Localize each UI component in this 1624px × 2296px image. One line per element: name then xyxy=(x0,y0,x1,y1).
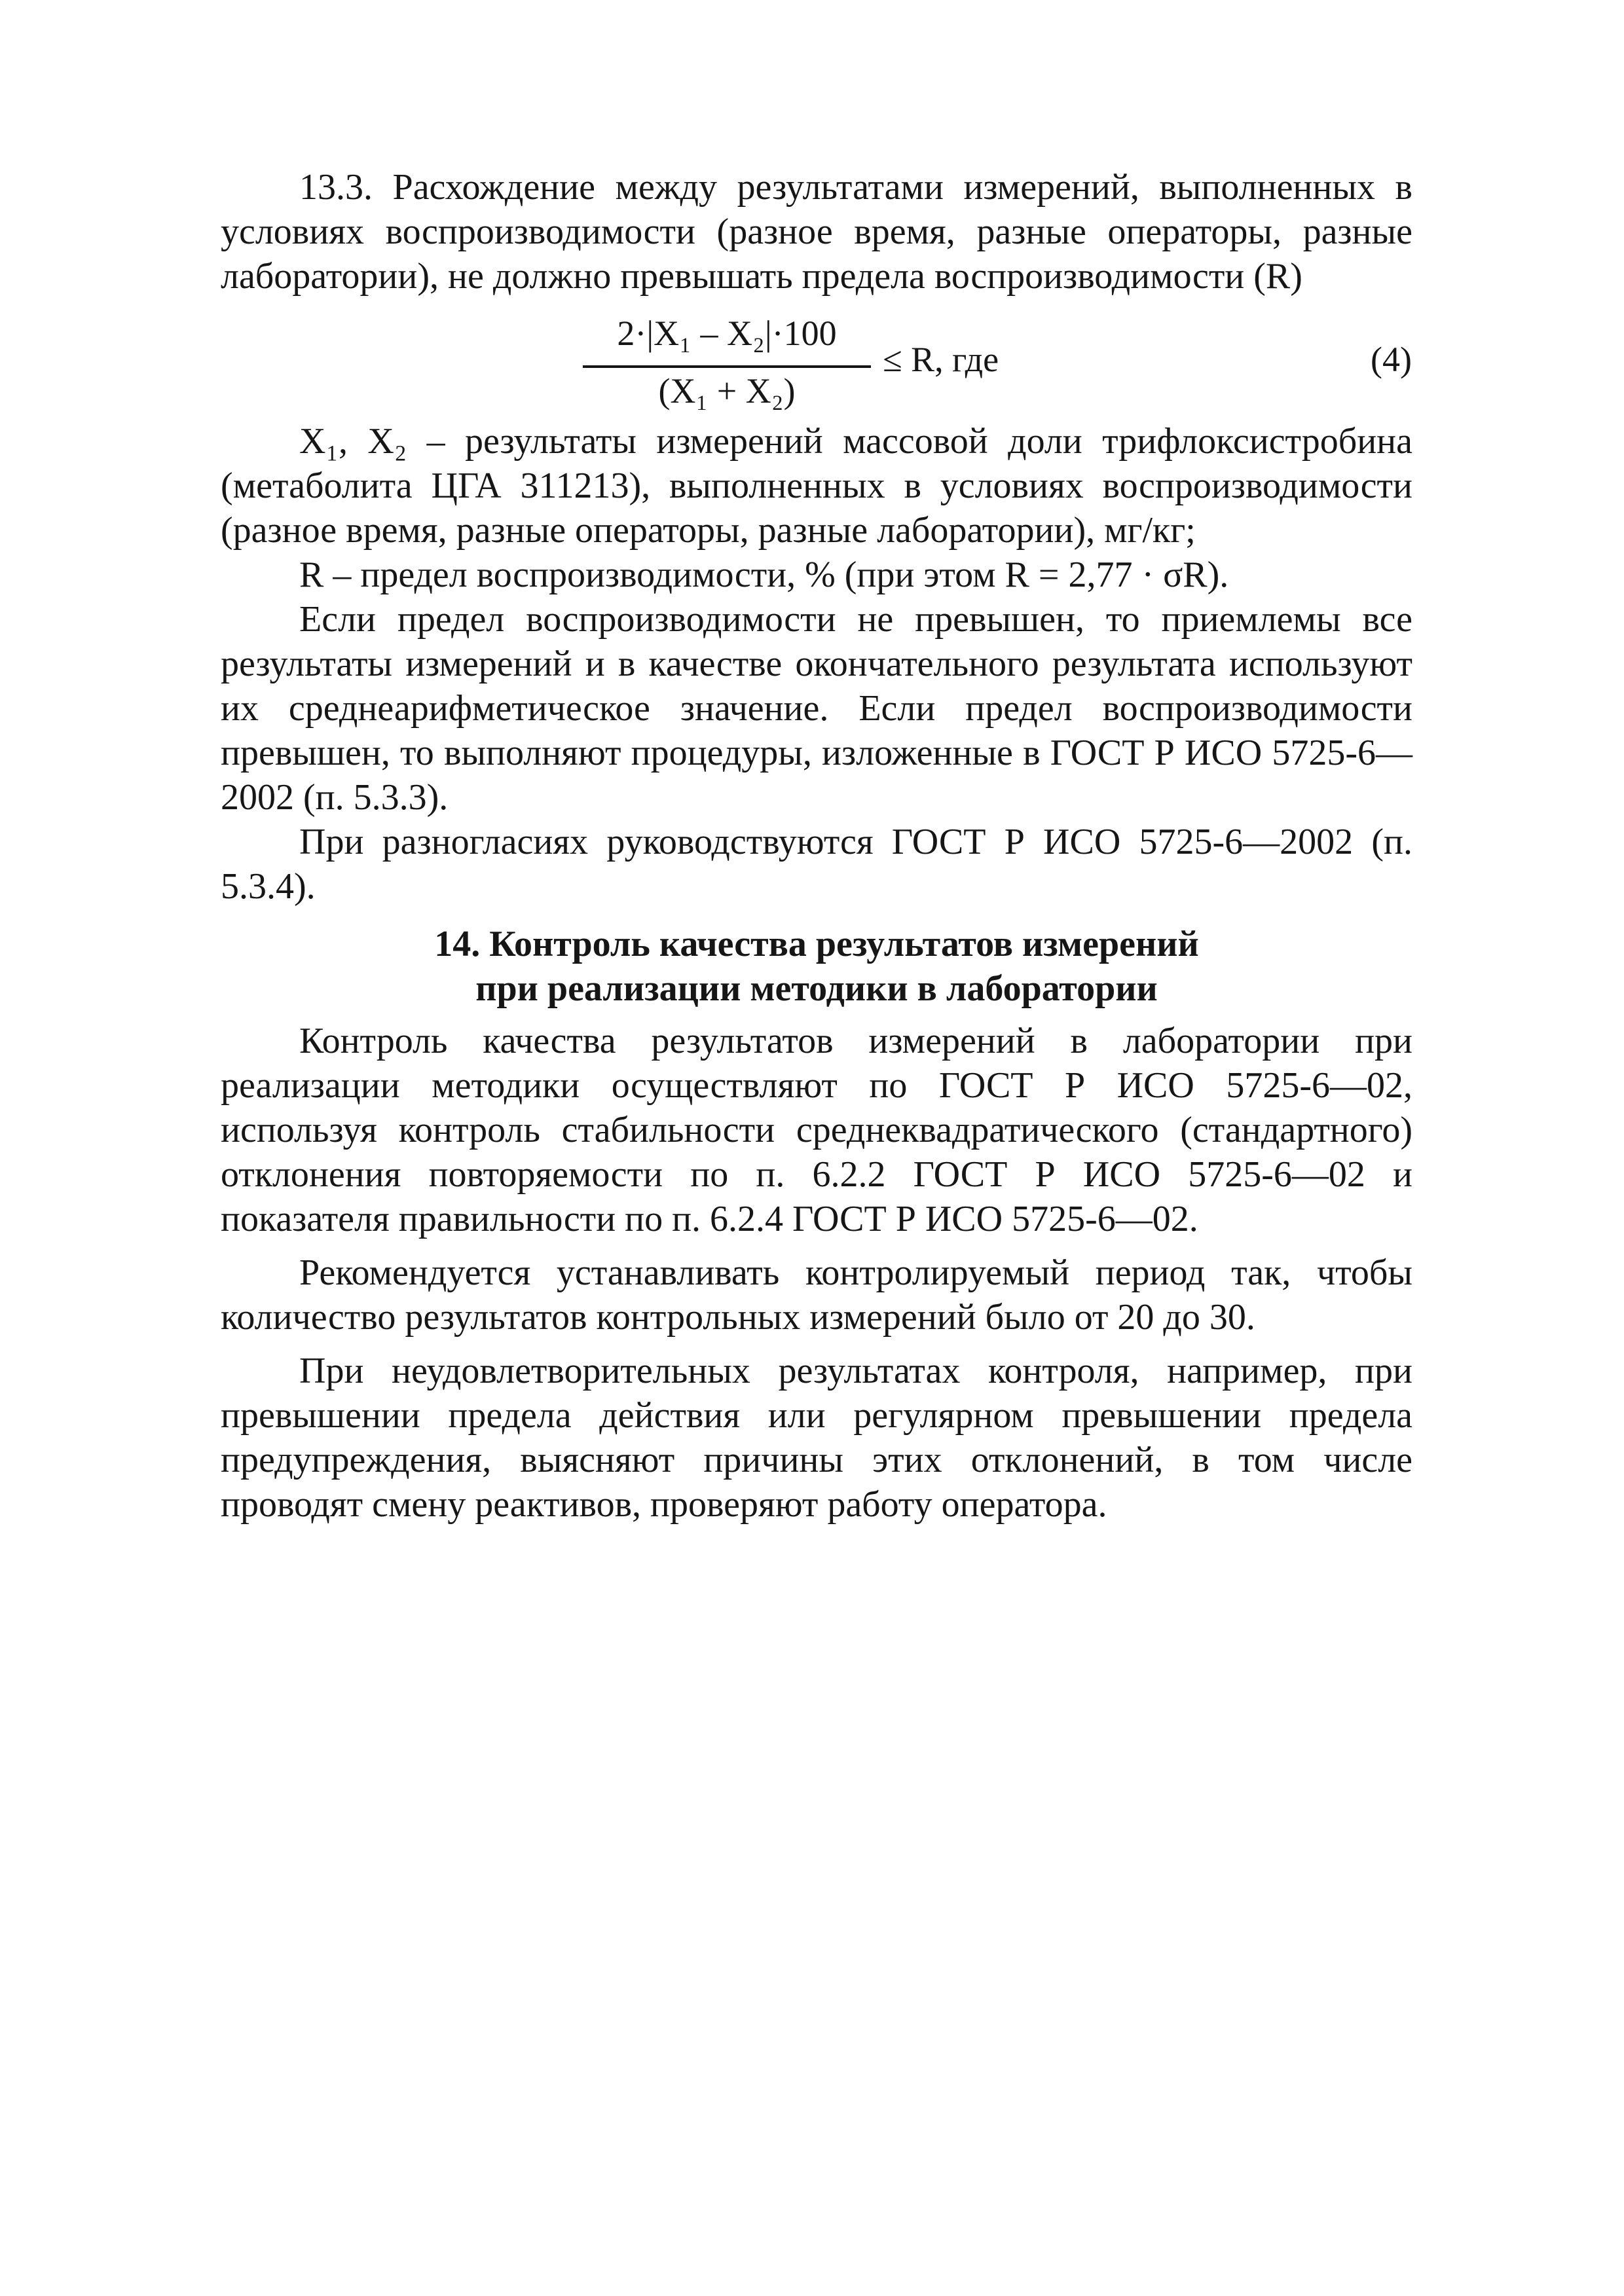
formula-numerator: 2·|X₁ – X₂|·100 xyxy=(617,314,837,353)
formula-relation: ≤ R xyxy=(883,340,935,379)
paragraph-quality-control: Контроль качества результатов измерений в лаборатории при реализации методики осуществляют по ГОСТ Р ИСО 5725-6—02, используя контроль стабильности среднеквадратического (стандартного) отклонения повторяемости по п. 6.2.2 ГОСТ Р ИСО 5725-6—02 и показателя правильности по п. 6.2.4 ГОСТ Р ИСО 5725-6—02. xyxy=(221,1021,1412,1239)
section13-intro xyxy=(221,165,1412,299)
section13-body xyxy=(221,419,1412,909)
paragraph-reproducibility: 13.3. Расхождение между результатами измерений, выполненных в условиях воспроизводимости (разное время, разные операторы, разные лаборатории), не должно превышать предела воспроизводимости (R) xyxy=(221,167,1412,297)
section14-body xyxy=(221,1019,1412,1527)
formula-relation-group xyxy=(883,339,999,380)
formula-denominator: (X₁ + X₂) xyxy=(658,371,796,410)
formula-suffix: , где xyxy=(934,340,999,379)
fraction-bar xyxy=(583,365,871,368)
paragraph-acceptance: Если предел воспроизводимости не превышен, то приемлемы все результаты измерений и в качестве окончательного результата используют их среднеарифметическое значение. Если предел воспроизводимости превышен, то выполняют процедуры, изложенные в ГОСТ Р ИСО 5725-6—2002 (п. 5.3.3). xyxy=(221,599,1412,818)
definition-x1-x2: X₁, X₂ – результаты измерений массовой доли трифлоксистробина (метаболита ЦГА 311213), выполненных в условиях воспроизводимости (разное время, разные операторы, разные лаборатории), мг/кг; xyxy=(221,421,1412,551)
definition-r: R – предел воспроизводимости, % (при этом R = 2,77 · σR). xyxy=(299,555,1229,595)
paragraph-disagreements: При разногласиях руководствуются ГОСТ Р ИСО 5725-6—2002 (п. 5.3.4). xyxy=(221,822,1412,907)
paragraph-unsatisfactory-results: При неудовлетворительных результатах контроля, например, при превышении предела действия или регулярном превышении предела предупреждения, выясняют причины этих отклонений, в том числе проводят смену реактивов, проверяют работу оператора. xyxy=(221,1351,1412,1525)
formula-4 xyxy=(557,313,1421,431)
section14-heading xyxy=(221,922,1412,1011)
heading-line-1: 14. Контроль качества результатов измерений xyxy=(434,924,1199,964)
paragraph-control-period: Рекомендуется устанавливать контролируемый период так, чтобы количество результатов контрольных измерений было от 20 до 30. xyxy=(221,1252,1412,1338)
heading-line-2: при реализации методики в лаборатории xyxy=(475,968,1158,1009)
equation-number: (4) xyxy=(1371,340,1412,379)
